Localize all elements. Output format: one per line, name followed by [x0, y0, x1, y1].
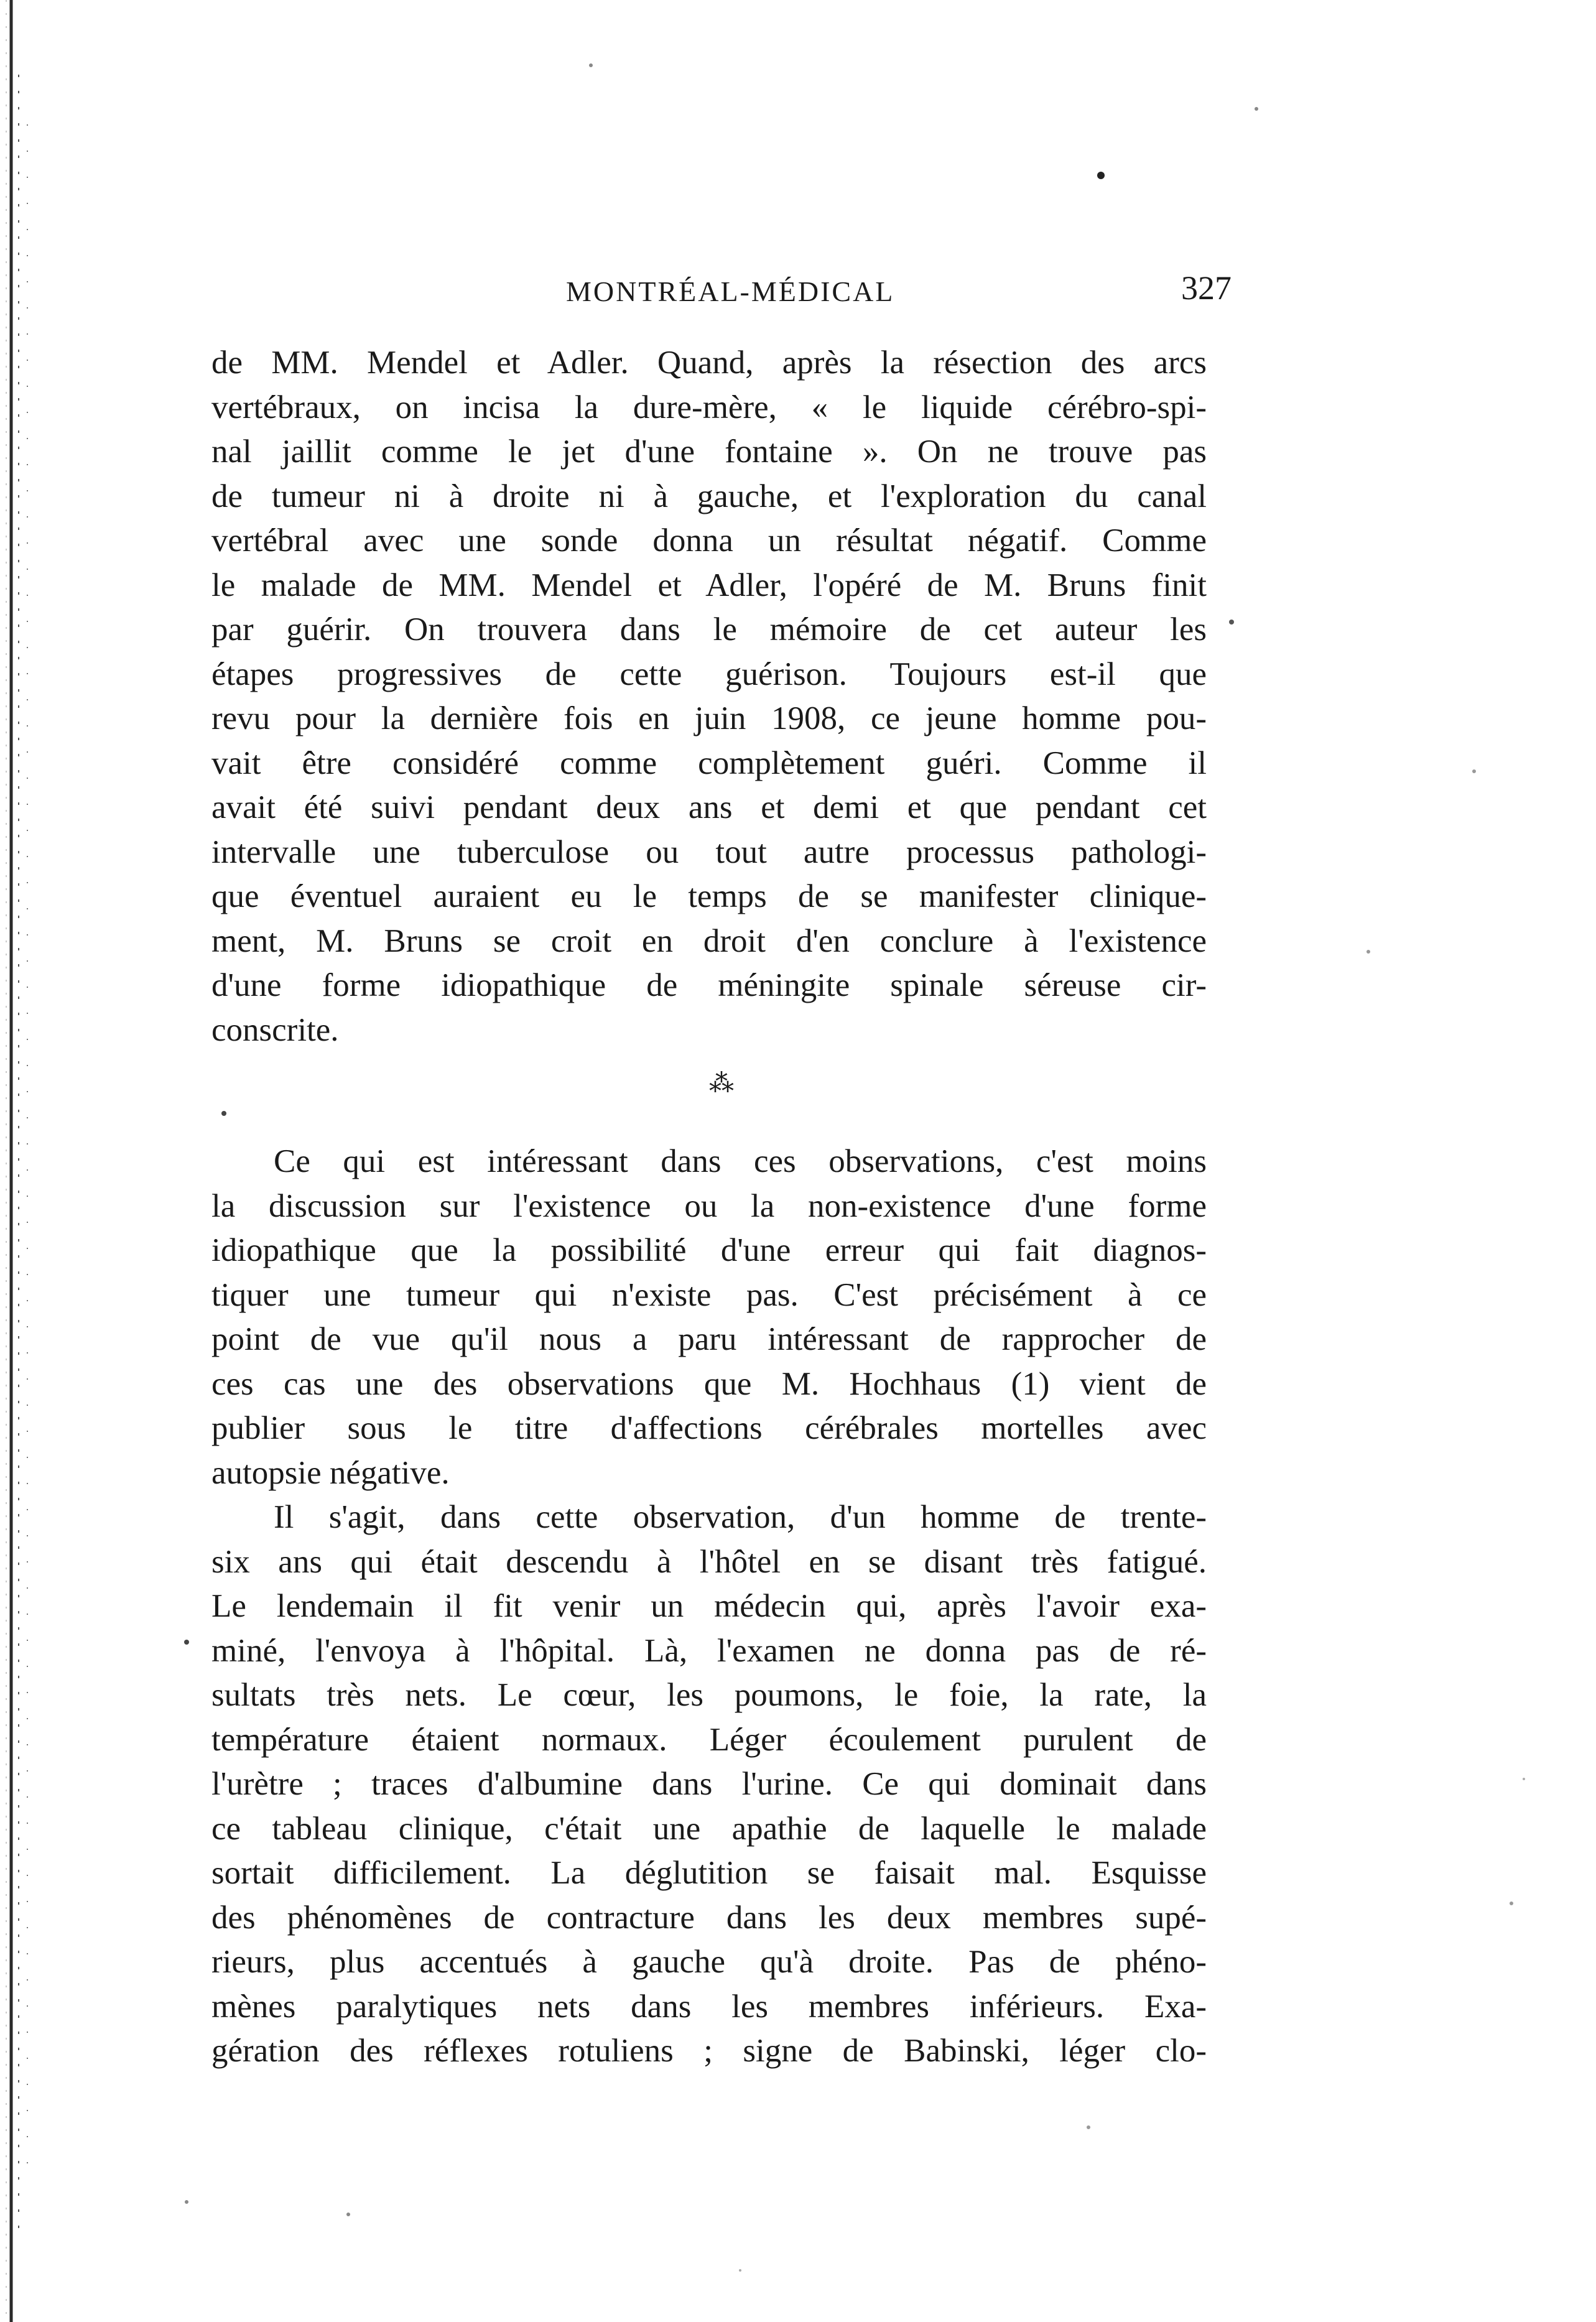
running-title: MONTRÉAL-MÉDICAL	[566, 276, 895, 307]
text-line: ces cas une des observations que M. Hochhaus (1) vient de	[211, 1365, 1207, 1402]
paragraph-2	[211, 1140, 1207, 1495]
paragraph-1	[211, 341, 1207, 1052]
text-line: autopsie négative.	[211, 1454, 450, 1491]
text-line: point de vue qu'il nous a paru intéressant de rapprocher de	[211, 1321, 1207, 1357]
text-line: vait être considéré comme complètement guéri. Comme il	[211, 745, 1207, 781]
text-line: sultats très nets. Le cœur, les poumons, le foie, la rate, la	[211, 1677, 1207, 1713]
text-line: que éventuel auraient eu le temps de se manifester clinique-	[211, 878, 1207, 914]
text-line: température étaient normaux. Léger écoulement purulent de	[211, 1721, 1207, 1758]
text-line: Ce qui est intéressant dans ces observations, c'est moins	[274, 1143, 1207, 1179]
text-line: Il s'agit, dans cette observation, d'un homme de trente-	[274, 1499, 1207, 1535]
binding-edge-artifact	[0, 0, 75, 2322]
text-line: de MM. Mendel et Adler. Quand, après la résection des arcs	[211, 345, 1207, 381]
text-line: revu pour la dernière fois en juin 1908, ce jeune homme pou-	[211, 700, 1207, 736]
page-number: 327	[1181, 269, 1232, 307]
text-line: de tumeur ni à droite ni à gauche, et l'exploration du canal	[211, 478, 1207, 514]
asterism-separator	[211, 1052, 1207, 1140]
text-line: nal jaillit comme le jet d'une fontaine ». On ne trouve pas	[211, 434, 1207, 470]
text-line: Le lendemain il fit venir un médecin qui, après l'avoir exa-	[211, 1588, 1207, 1624]
text-line: intervalle une tuberculose ou tout autre processus pathologi-	[211, 834, 1207, 870]
text-line: tiquer une tumeur qui n'existe pas. C'est précisément à ce	[211, 1276, 1207, 1313]
text-line: six ans qui était descendu à l'hôtel en se disant très fatigué.	[211, 1543, 1207, 1580]
text-line: ce tableau clinique, c'était une apathie de laquelle le malade	[211, 1810, 1207, 1847]
text-line: idiopathique que la possibilité d'une erreur qui fait diagnos-	[211, 1232, 1207, 1268]
asterism: ⁂	[709, 1069, 734, 1097]
text-line: conscrite.	[211, 1011, 339, 1048]
text-line: miné, l'envoya à l'hôpital. Là, l'examen ne donna pas de ré-	[211, 1632, 1207, 1669]
text-line: rieurs, plus accentués à gauche qu'à droite. Pas de phéno-	[211, 1944, 1207, 1980]
text-line: mènes paralytiques nets dans les membres inférieurs. Exa-	[211, 1988, 1207, 2025]
text-line: vertébral avec une sonde donna un résultat négatif. Comme	[211, 522, 1207, 559]
text-line: gération des réflexes rotuliens ; signe de Babinski, léger clo-	[211, 2033, 1207, 2069]
text-line: d'une forme idiopathique de méningite spinale séreuse cir-	[211, 967, 1207, 1003]
text-line: l'urètre ; traces d'albumine dans l'urine. Ce qui dominait dans	[211, 1766, 1207, 1802]
text-line: vertébraux, on incisa la dure-mère, « le liquide cérébro-spi-	[211, 389, 1207, 425]
text-line: ment, M. Bruns se croit en droit d'en conclure à l'existence	[211, 922, 1207, 959]
body-text	[211, 341, 1207, 2074]
paragraph-3	[211, 1495, 1207, 2074]
text-line: le malade de MM. Mendel et Adler, l'opéré de M. Bruns finit	[211, 567, 1207, 603]
text-line: publier sous le titre d'affections cérébrales mortelles avec	[211, 1410, 1207, 1446]
text-line: des phénomènes de contracture dans les deux membres supé-	[211, 1899, 1207, 1936]
text-line: la discussion sur l'existence ou la non-existence d'une forme	[211, 1187, 1207, 1224]
text-line: par guérir. On trouvera dans le mémoire de cet auteur les	[211, 611, 1207, 648]
text-line: étapes progressives de cette guérison. Toujours est-il que	[211, 656, 1207, 692]
text-line: sortait difficilement. La déglutition se faisait mal. Esquisse	[211, 1855, 1207, 1891]
text-line: avait été suivi pendant deux ans et demi et que pendant cet	[211, 789, 1207, 825]
running-head	[230, 269, 1232, 312]
